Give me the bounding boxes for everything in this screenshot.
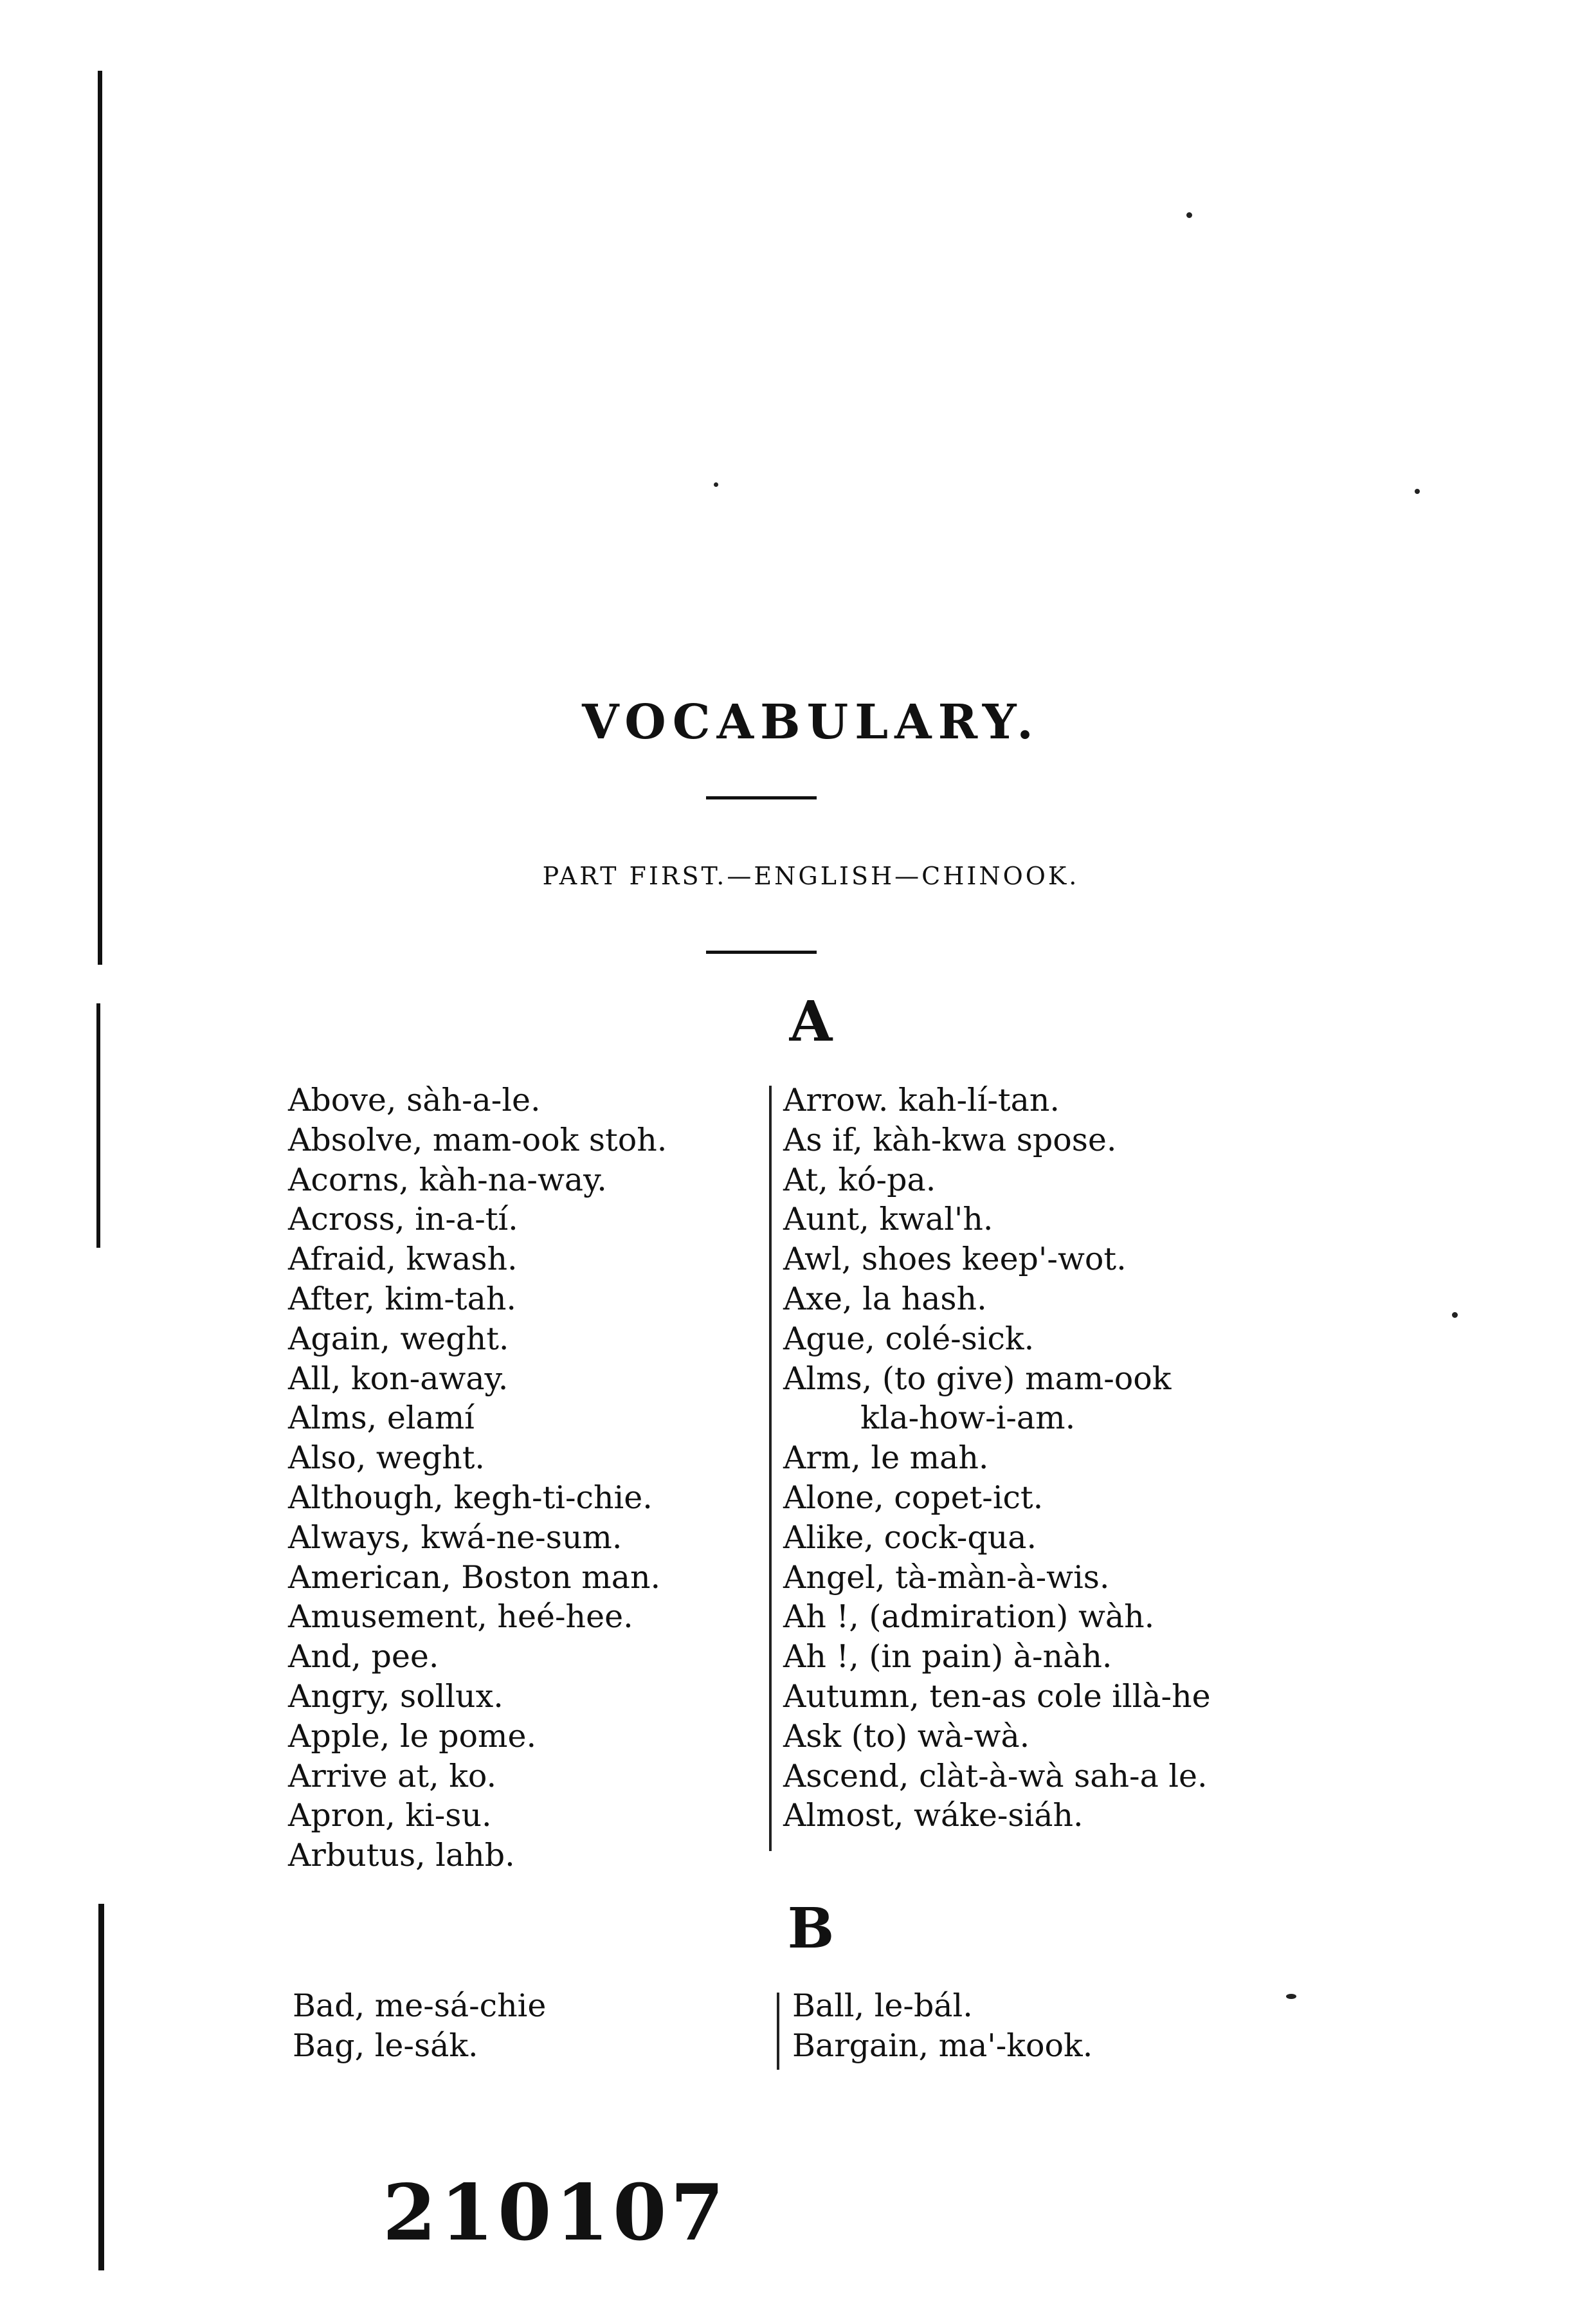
scan-speck <box>1452 1312 1458 1318</box>
vocab-entry: Again, weght. <box>288 1320 509 1357</box>
vocab-entry: Acorns, kàh-na-way. <box>288 1161 607 1198</box>
vocab-entry: Always, kwá-ne-sum. <box>288 1519 622 1556</box>
vocab-entry: Awl, shoes keep'-wot. <box>783 1241 1127 1278</box>
section-a-right-column <box>783 1081 1211 1836</box>
scan-edge-line <box>98 71 102 965</box>
vocab-entry: Angel, tà-màn-à-wis. <box>783 1558 1110 1596</box>
vocab-entry: Arrive at, ko. <box>288 1757 497 1794</box>
section-b-left-column <box>293 1986 546 2066</box>
vocab-entry: Ague, colé-sick. <box>783 1320 1035 1357</box>
scan-speck <box>1286 1994 1296 1999</box>
vocab-entry: And, pee. <box>288 1638 439 1675</box>
vocab-entry: Alms, elamí <box>288 1400 475 1437</box>
vocab-entry: At, kó-pa. <box>783 1161 936 1198</box>
column-divider <box>777 1993 779 2070</box>
vocab-entry: Bag, le-sák. <box>293 2027 478 2064</box>
vocab-entry: Aunt, kwal'h. <box>783 1201 993 1238</box>
scan-speck <box>714 482 718 487</box>
vocab-entry: Ascend, clàt-à-wà sah-a le. <box>783 1757 1208 1794</box>
vocab-entry: Ball, le-bál. <box>792 1987 973 2024</box>
vocab-entry: Ah !, (in pain) à-nàh. <box>783 1638 1112 1675</box>
vocab-entry-continuation: kla-how-i-am. <box>860 1400 1076 1437</box>
vocab-entry: As if, kàh-kwa spose. <box>783 1121 1117 1158</box>
vocab-entry: Alike, cock-qua. <box>783 1519 1037 1556</box>
vocab-entry: Afraid, kwash. <box>288 1241 518 1278</box>
vocab-entry: Autumn, ten-as cole illà-he <box>783 1677 1211 1715</box>
section-letter-b: B <box>787 1896 835 1961</box>
vocab-entry: Almost, wáke-siáh. <box>783 1797 1084 1834</box>
vocab-entry: Amusement, heé-hee. <box>288 1598 633 1636</box>
vocab-entry: Apron, ki-su. <box>288 1797 492 1834</box>
vocab-entry: Bargain, ma'-kook. <box>792 2027 1093 2064</box>
vocab-entry: Arrow. kah-lí-tan. <box>783 1082 1060 1118</box>
vocab-entry: Axe, la hash. <box>783 1280 987 1317</box>
page-subtitle: PART FIRST.—ENGLISH—CHINOOK. <box>542 862 1080 890</box>
vocab-entry: Above, sàh-a-le. <box>288 1082 541 1118</box>
vocab-entry: After, kim-tah. <box>288 1280 516 1317</box>
vocab-entry: Absolve, mam-ook stoh. <box>288 1121 667 1158</box>
vocab-entry: Arbutus, lahb. <box>288 1837 515 1874</box>
subtitle-rule <box>706 951 817 954</box>
vocab-entry: Ah !, (admiration) wàh. <box>783 1598 1155 1636</box>
vocab-entry: American, Boston man. <box>288 1558 661 1596</box>
vocab-entry: Ask (to) wà-wà. <box>783 1717 1030 1755</box>
section-b-right-column <box>792 1986 1093 2066</box>
title-rule <box>706 796 817 799</box>
section-a-left-column <box>288 1081 667 1875</box>
vocab-entry: Alone, copet-ict. <box>783 1479 1044 1516</box>
scan-speck <box>1186 212 1192 218</box>
column-divider <box>769 1086 772 1851</box>
library-stamp-number: 210107 <box>383 2168 728 2258</box>
vocab-entry: Also, weght. <box>288 1439 485 1477</box>
page-title: VOCABULARY. <box>582 695 1040 750</box>
vocab-entry: Bad, me-sá-chie <box>293 1987 547 2024</box>
vocab-entry: Apple, le pome. <box>288 1717 537 1755</box>
vocab-entry: Although, kegh-ti-chie. <box>288 1479 653 1516</box>
vocab-entry: All, kon-away. <box>288 1360 509 1397</box>
scan-speck <box>1415 489 1420 494</box>
vocab-entry: Alms, (to give) mam-ook <box>783 1360 1172 1397</box>
section-letter-a: A <box>789 989 833 1054</box>
vocab-entry: Across, in-a-tí. <box>288 1201 518 1238</box>
vocab-entry: Arm, le mah. <box>783 1439 989 1477</box>
vocab-entry: Angry, sollux. <box>288 1677 503 1715</box>
